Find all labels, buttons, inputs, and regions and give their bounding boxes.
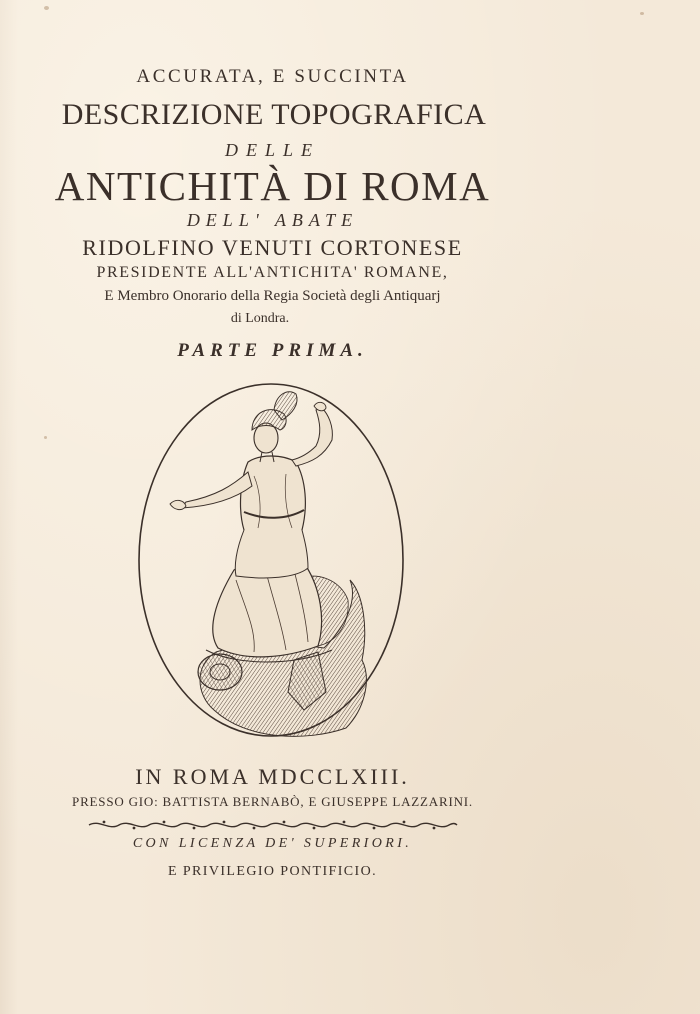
imprint-privilege: E PRIVILEGIO PONTIFICIO. <box>168 864 377 879</box>
author-prefix: DELL' ABATE <box>186 210 359 230</box>
author-membership: E Membro Onorario della Regia Società degli Antiquarj <box>104 288 441 304</box>
author-membership-city: di Londra. <box>230 311 290 326</box>
imprint-place-date: IN ROMA MDCCLXIII. <box>135 764 410 789</box>
typographic-ornament-rule <box>87 818 459 832</box>
paper-foxing-spot <box>44 6 49 10</box>
imprint-license: CON LICENZA DE' SUPERIORI. <box>132 836 413 851</box>
title-delle: DELLE <box>224 140 320 160</box>
title-descrizione: DESCRIZIONE TOPOGRAFICA <box>61 98 487 131</box>
volume-part: PARTE PRIMA. <box>177 340 368 361</box>
author-title: PRESIDENTE ALL'ANTICHITA' ROMANE, <box>96 264 449 281</box>
paper-foxing-spot <box>44 436 47 439</box>
subtitle-accurata: ACCURATA, E SUCCINTA <box>136 66 409 87</box>
engraved-vignette-roma-figure <box>136 380 406 745</box>
author-name: RIDOLFINO VENUTI CORTONESE <box>82 235 463 260</box>
paper-foxing-spot <box>640 12 644 15</box>
imprint-printers: PRESSO GIO: BATTISTA BERNABÒ, E GIUSEPPE LAZZARINI. <box>72 794 473 809</box>
title-antichita-di-roma: ANTICHITÀ DI ROMA <box>54 163 491 209</box>
